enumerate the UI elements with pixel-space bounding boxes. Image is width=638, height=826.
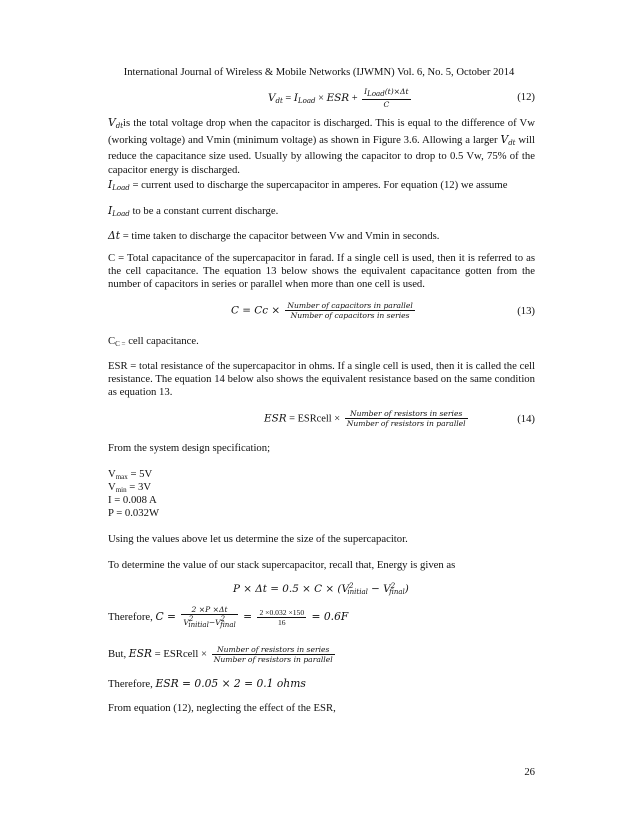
journal-header: International Journal of Wireless & Mobile Networks (IJWMN) Vol. 6, No. 5, October 2014	[123, 67, 515, 78]
paragraph-vdt: $V_{dt}is$ the total voltage drop when the capacitor is discharged. This is equal to the difference of Vw (working voltage) and Vmin (minimum voltage) as shown in Figure 3.6. Allowing a larger $V_{dt}$ will reduce the capacitance size used. Usually by allowing the capacitor to drop to 0.5 Vw, 75% of the capacitor energy is discharged.	[108, 116, 535, 176]
paragraph-using-values: Using the values above let us determine the size of the supercapacitor.	[108, 533, 408, 545]
paragraph-delta-t: Δt = time taken to discharge the capacitor between Vw and Vmin in seconds.	[108, 229, 440, 242]
spec-power: P = 0.032W	[108, 507, 160, 519]
spec-vmax: $V_{max} = 5V$	[108, 468, 153, 481]
paragraph-esr: ESR = total resistance of the supercapacitor in ohms. If a single cell is used, then it is called the cell resistance. The equation 14 below also shows the equivalent resistance based on the same condition as equation 13.	[108, 360, 535, 399]
equation-esr: But, ESR = ESRcell × $\frac{\text{Number of resistors in series}}{\text{Number of resistors in parallel}}$	[108, 645, 333, 664]
equation-14-number: (14)	[517, 413, 535, 425]
paragraph-capacitance: C = Total capacitance of the supercapacitor in farad. If a single cell is used, then it is referred to as the cell capacitance. The equation 13 below shows the equivalent capacitance gotten from the number of capacitors in series or parallel when more than one cell is used.	[108, 252, 535, 291]
equation-12: $V_{dt} = I_{Load}$ × ESR + $\frac{\text{ILoad(t)×Δt}}{C}$	[268, 87, 409, 109]
equation-12-number: (12)	[517, 91, 535, 103]
page-number: 26	[524, 766, 535, 778]
equation-capacitance-derivation: Therefore, C = $\frac{2 \times P \times\Delta t}{\text{V2initial−V2final}}$ = $\frac{2 \times 0.032 \times 150}{16}$ = 0.6F	[108, 605, 349, 629]
paragraph-iload: $I_{Load}$ = current used to discharge the supercapacitor in amperes. For equation (12) we assume	[108, 178, 508, 192]
paragraph-cell-capacitance: $C_{C =}$ cell capacitance.	[108, 335, 199, 348]
equation-13-number: (13)	[517, 305, 535, 317]
spec-vmin: $V_{min} = 3V$	[108, 481, 152, 494]
equation-energy: $P \times \Delta t = 0.5 \times C \times (V^2_{initial} - V^2_{final})$	[233, 582, 409, 596]
spec-current: I = 0.008 A	[108, 494, 157, 506]
paragraph-neglecting-esr: From equation (12), neglecting the effect of the ESR,	[108, 702, 336, 714]
equation-esr-value: Therefore, ESR = 0.05 × 2 = 0.1 ohms	[108, 677, 306, 690]
paragraph-spec: From the system design specification;	[108, 442, 271, 454]
paragraph-energy: To determine the value of our stack supercapacitor, recall that, Energy is given as	[108, 559, 456, 571]
equation-13: C = Cc × $\frac{\text{Number of capacitors in parallel}}{\text{Number of capacitors in series}}$	[231, 301, 413, 320]
equation-14: ESR = ESRcell × $\frac{\text{Number of resistors in series}}{\text{Number of resistors in parallel}}$	[264, 409, 466, 428]
paragraph-iload-constant: $I_{Load}$ to be a constant current discharge.	[108, 204, 279, 218]
